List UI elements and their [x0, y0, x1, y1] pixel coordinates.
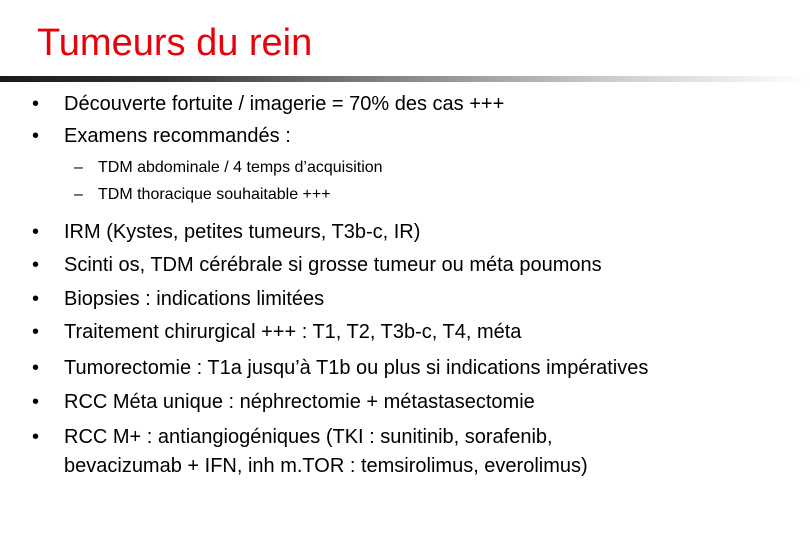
bullet-item-tumorectomie: [32, 356, 648, 380]
bullet-item-biopsies: [32, 287, 324, 311]
bullet-marker: •: [32, 93, 40, 115]
bullet-marker: •: [32, 254, 40, 276]
bullet-item-irm: [32, 220, 420, 244]
bullet-text: Découverte fortuite / imagerie = 70% des cas +++: [64, 93, 505, 115]
bullet-text: IRM (Kystes, petites tumeurs, T3b-c, IR): [64, 221, 421, 243]
bullet-marker: •: [32, 288, 40, 310]
sub-item-tdm-thoracique: [74, 185, 331, 205]
dash-marker: –: [74, 159, 83, 176]
bullet-marker: •: [32, 426, 40, 448]
bullet-marker: •: [32, 125, 40, 147]
title-underline: [0, 76, 810, 82]
bullet-item-rcc-m-plus-continuation: bevacizumab + IFN, inh m.TOR : temsirolimus, everolimus): [64, 455, 588, 477]
bullet-marker: •: [32, 321, 40, 343]
bullet-text: RCC Méta unique : néphrectomie + métastasectomie: [64, 391, 535, 413]
dash-marker: –: [74, 186, 83, 203]
bullet-item-rcc-meta: [32, 390, 535, 414]
bullet-marker: •: [32, 357, 40, 379]
bullet-item-discovery: [32, 92, 504, 116]
bullet-text: RCC M+ : antiangiogéniques (TKI : sunitinib, sorafenib,: [64, 426, 553, 448]
bullet-item-exams: [32, 124, 291, 148]
bullet-text: Scinti os, TDM cérébrale si grosse tumeur ou méta poumons: [64, 254, 602, 276]
bullet-marker: •: [32, 391, 40, 413]
bullet-text: Biopsies : indications limitées: [64, 288, 325, 310]
bullet-text: Examens recommandés :: [64, 125, 291, 147]
bullet-text: Tumorectomie : T1a jusqu’à T1b ou plus si indications impératives: [64, 357, 649, 379]
bullet-item-rcc-m-plus: [32, 425, 553, 449]
slide-title: Tumeurs du rein: [37, 22, 313, 64]
bullet-marker: •: [32, 221, 40, 243]
bullet-item-traitement: [32, 320, 521, 344]
sub-item-text: TDM thoracique souhaitable +++: [98, 186, 331, 203]
sub-item-text: TDM abdominale / 4 temps d’acquisition: [98, 159, 383, 176]
bullet-item-scinti: [32, 253, 602, 277]
bullet-text: Traitement chirurgical +++ : T1, T2, T3b-c, T4, méta: [64, 321, 522, 343]
sub-item-tdm-abdominale: [74, 158, 383, 178]
